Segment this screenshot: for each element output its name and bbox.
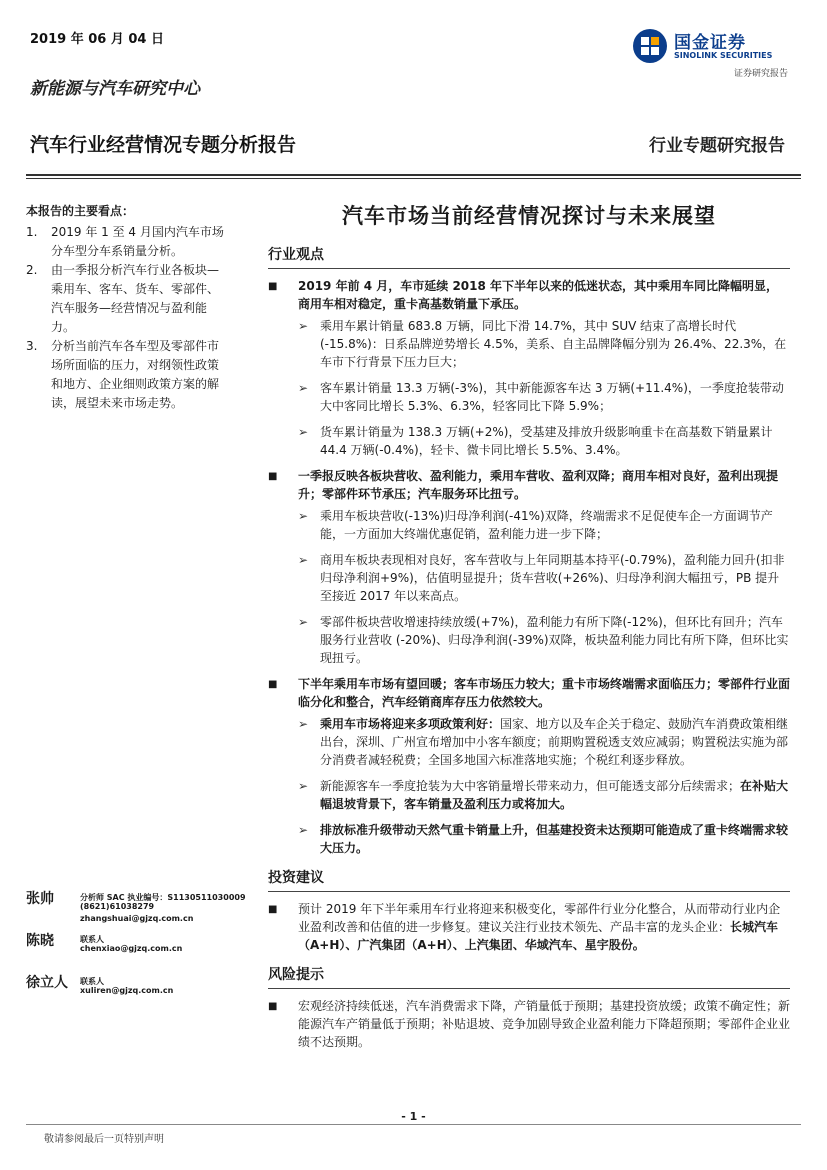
bullet-point — [268, 675, 790, 711]
section-heading-industry-view: 行业观点 — [268, 244, 790, 269]
square-bullet-icon: ■ — [268, 281, 278, 292]
investment-text: 预计 2019 年下半年乘用车行业将迎来积极变化，零部件行业分化整合，从而带动行业内企业盈利改善和估值的进一步修复。建议关注行业技术领先、产品丰富的龙头企业： — [298, 902, 781, 934]
arrow-bullet-icon: ➢ — [298, 319, 309, 333]
analyst-role: 联系人 — [80, 977, 104, 986]
bus-highlight: 在补贴大幅退坡背景下，客车销量及盈利压力或将加大。 — [320, 779, 789, 811]
bullet-point — [268, 467, 790, 503]
bullet-point — [268, 997, 790, 1051]
bullet-text: 下半年乘用车市场有望回暖；客车市场压力较大；重卡市场终端需求面临压力；零部件行业面临分化和整合，汽车经销商库存压力依然较大。 — [298, 677, 791, 709]
sub-bullet — [298, 821, 790, 857]
analyst-card — [26, 972, 246, 1014]
analyst-card — [26, 930, 246, 972]
section-heading-risk: 风险提示 — [268, 964, 790, 989]
sub-bullet — [298, 423, 790, 459]
sidebar-item-number: 1. — [26, 225, 38, 239]
bullet-point — [268, 277, 790, 313]
analyst-email[interactable]: zhangshuai@gjzq.com.cn — [80, 914, 194, 923]
analyst-name: 张帅 — [26, 891, 54, 907]
sub-bullet — [298, 715, 790, 769]
sinolink-logo-icon — [632, 28, 668, 64]
sidebar-item-number: 3. — [26, 339, 38, 353]
sub-bullet — [298, 551, 790, 605]
analyst-phone: (8621)61038279 — [80, 902, 155, 911]
sub-bullet — [298, 379, 790, 415]
arrow-bullet-icon: ➢ — [298, 509, 309, 523]
sub-bullet-text: 货车累计销量为 138.3 万辆(+2%)，受基建及排放升级影响重卡在高基数下销量累计 44.4 万辆(-0.4%)，轻卡、微卡同比增长 5.5%、3.4%。 — [320, 425, 773, 457]
analyst-contacts — [26, 888, 246, 1014]
research-center-name: 新能源与汽车研究中心 — [30, 79, 200, 99]
disclaimer-note: 敬请参阅最后一页特别声明 — [44, 1134, 164, 1145]
logo-subtitle: 证券研究报告 — [733, 69, 788, 79]
key-points-sidebar — [26, 202, 226, 413]
sub-bullet-text — [320, 715, 790, 769]
main-title: 汽车市场当前经营情况探讨与未来展望 — [342, 203, 716, 228]
header-divider-thin — [26, 178, 801, 179]
bullet-text: 一季报反映各板块营收、盈利能力，乘用车营收、盈利双降；商用车相对良好，盈利出现提升；零部件环节承压；汽车服务环比扭亏。 — [298, 469, 779, 501]
sub-bullet-text: 乘用车累计销量 683.8 万辆，同比下滑 14.7%，其中 SUV 结束了高增长时代(-15.8%)：日系品牌逆势增长 4.5%，美系、自主品牌降幅分别为 26.4%、22.3%，在车市下行背景下压力巨大； — [320, 319, 787, 369]
sidebar-item-number: 2. — [26, 263, 38, 277]
section-heading-investment: 投资建议 — [268, 867, 790, 892]
analyst-name: 陈晓 — [26, 933, 54, 949]
square-bullet-icon: ■ — [268, 1001, 278, 1012]
sub-bullet-text: 零部件板块营收增速持续放缓(+7%)，盈利能力有所下降(-12%)，但环比有回升；汽车服务行业营收 (-20%)、归母净利润(-39%)双降，板块盈利能力同比有所下降，但环比实现扭亏。 — [320, 615, 789, 665]
report-date: 2019 年 06 月 04 日 — [30, 32, 164, 47]
sidebar-item-text: 2019 年 1 至 4 月国内汽车市场分车型分车系销量分析。 — [51, 225, 224, 258]
sub-bullet — [298, 317, 790, 371]
arrow-bullet-icon: ➢ — [298, 717, 309, 731]
sub-bullet — [298, 507, 790, 543]
sidebar-item-text: 由一季报分析汽车行业各板块—乘用车、客车、货车、零部件、汽车服务—经营情况与盈利能力。 — [51, 263, 220, 334]
arrow-bullet-icon: ➢ — [298, 823, 309, 837]
arrow-bullet-icon: ➢ — [298, 779, 309, 793]
page-number: - 1 - — [401, 1110, 426, 1123]
company-logo — [632, 24, 788, 80]
sub-bullet-text: 排放标准升级带动天然气重卡销量上升，但基建投资未达预期可能造成了重卡终端需求较大压力。 — [320, 823, 789, 855]
arrow-bullet-icon: ➢ — [298, 553, 309, 567]
sidebar-title: 本报告的主要看点： — [26, 204, 135, 218]
logo-chinese-name: 国金证券 — [674, 33, 746, 53]
main-content — [268, 200, 790, 1055]
sidebar-item — [26, 223, 226, 261]
footer-divider — [26, 1124, 801, 1125]
bullet-point — [268, 900, 790, 954]
sidebar-item — [26, 261, 226, 337]
header-divider — [26, 174, 801, 176]
sub-bullet — [298, 777, 790, 813]
logo-english-name: SINOLINK SECURITIES — [674, 51, 773, 60]
sidebar-item — [26, 337, 226, 413]
bullet-text: 2019 年前 4 月，车市延续 2018 年下半年以来的低迷状态，其中乘用车同比降幅明显，商用车相对稳定，重卡高基数销量下承压。 — [298, 279, 779, 311]
sub-bullet-text — [320, 777, 790, 813]
square-bullet-icon: ■ — [268, 904, 278, 915]
analyst-card — [26, 888, 246, 930]
arrow-bullet-icon: ➢ — [298, 615, 309, 629]
policy-highlight: 乘用车市场将迎来多项政策利好： — [320, 717, 501, 731]
bullet-text: 宏观经济持续低迷，汽车消费需求下降，产销量低于预期；基建投资放缓；政策不确定性；新能源汽车产销量低于预期；补贴退坡、竞争加剧导致企业盈利能力下降超预期；零部件企业业绩不达预期。 — [298, 999, 791, 1049]
report-type: 行业专题研究报告 — [649, 136, 785, 156]
bus-detail: 新能源客车一季度抢装为大中客销量增长带来动力，但可能透支部分后续需求； — [320, 779, 741, 793]
sub-bullet-text: 乘用车板块营收(-13%)归母净利润(-41%)双降，终端需求不足促使车企一方面调节产能，一方面加大终端优惠促销，盈利能力进一步下降； — [320, 509, 773, 541]
bullet-text — [298, 900, 790, 954]
analyst-email[interactable]: chenxiao@gjzq.com.cn — [80, 944, 183, 953]
analyst-role: 分析师 SAC 执业编号：S1130511030009 — [80, 893, 246, 902]
arrow-bullet-icon: ➢ — [298, 425, 309, 439]
sub-bullet-text: 商用车板块表现相对良好，客车营收与上年同期基本持平(-0.79%)，盈利能力回升(扣非归母净利润+9%)，估值明显提升；货车营收(+26%)、归母净利润大幅扭亏，PB 提升至接近 2017 年以来高点。 — [320, 553, 785, 603]
square-bullet-icon: ■ — [268, 679, 278, 690]
sub-bullet — [298, 613, 790, 667]
analyst-email[interactable]: xuliren@gjzq.com.cn — [80, 986, 174, 995]
square-bullet-icon: ■ — [268, 471, 278, 482]
arrow-bullet-icon: ➢ — [298, 381, 309, 395]
sidebar-item-text: 分析当前汽车各车型及零部件市场所面临的压力，对纲领性政策和地方、企业细则政策方案的解读，展望未来市场走势。 — [51, 339, 220, 410]
report-title: 汽车行业经营情况专题分析报告 — [30, 134, 297, 156]
analyst-role: 联系人 — [80, 935, 104, 944]
sub-bullet-text: 客车累计销量 13.3 万辆(-3%)，其中新能源客车达 3 万辆(+11.4%)，一季度抢装带动大中客同比增长 5.3%、6.3%，轻客同比下降 5.9%； — [320, 381, 784, 413]
policy-detail: 国家、地方以及车企关于稳定、鼓励汽车消费政策相继出台，深圳、广州宣布增加中小客车额度；前期购置税透支效应减弱；购置税法实施为部分消费者减轻税费；全国多地国六标准落地实施；个税红利逐步释放。 — [320, 717, 789, 767]
recommended-stocks: 长城汽车（A+H）、广汽集团（A+H）、上汽集团、华域汽车、星宇股份。 — [298, 920, 779, 952]
analyst-name: 徐立人 — [26, 975, 68, 991]
